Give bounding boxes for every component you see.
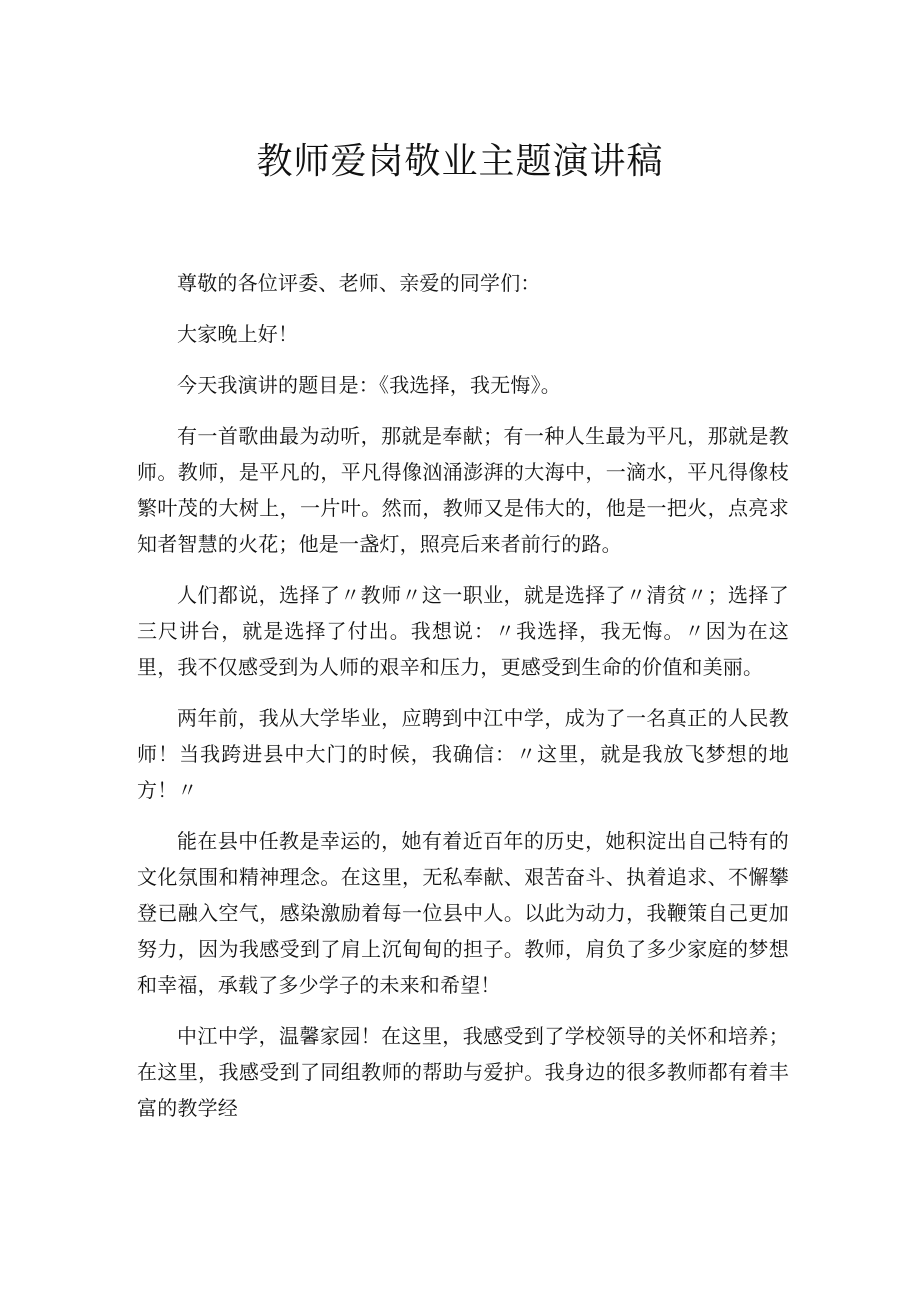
paragraph-body: 中江中学，温馨家园！在这里，我感受到了学校领导的关怀和培养；在这里，我感受到了同组教师的帮助与爱护。我身边的很多教师都有着丰富的教学经 <box>137 1024 789 1120</box>
paragraph-salutation: 尊敬的各位评委、老师、亲爱的同学们： <box>177 271 541 295</box>
document-body <box>137 265 789 1141</box>
paragraph-body: 两年前，我从大学毕业，应聘到中江中学，成为了一名真正的人民教师！当我跨进县中大门的时候，我确信：〃这里，就是我放飞梦想的地方！〃 <box>137 706 789 802</box>
document-title: 教师爱岗敬业主题演讲稿 <box>256 141 664 182</box>
paragraph-body: 有一首歌曲最为动听，那就是奉献；有一种人生最为平凡，那就是教师。教师，是平凡的，平凡得像汹涌澎湃的大海中，一滴水，平凡得像枝繁叶茂的大树上，一片叶。然而，教师又是伟大的，他是一把火，点亮求知者智慧的火花；他是一盏灯，照亮后来者前行的路。 <box>137 424 789 556</box>
paragraph-body: 能在县中任教是幸运的，她有着近百年的历史，她积淀出自己特有的文化氛围和精神理念。在这里，无私奉献、艰苦奋斗、执着追求、不懈攀登已融入空气，感染激励着每一位县中人。以此为动力，我鞭策自己更加努力，因为我感受到了肩上沉甸甸的担子。教师，肩负了多少家庭的梦想和幸福，承载了多少学子的未来和希望！ <box>137 829 789 997</box>
paragraph-greeting: 大家晚上好！ <box>177 322 299 346</box>
paragraph-body: 人们都说，选择了〃教师〃这一职业，就是选择了〃清贫〃；选择了三尺讲台，就是选择了付出。我想说：〃我选择，我无悔。〃因为在这里，我不仅感受到为人师的艰辛和压力，更感受到生命的价值和美丽。 <box>137 583 789 679</box>
paragraph-topic: 今天我演讲的题目是：《我选择，我无悔》。 <box>177 373 561 397</box>
